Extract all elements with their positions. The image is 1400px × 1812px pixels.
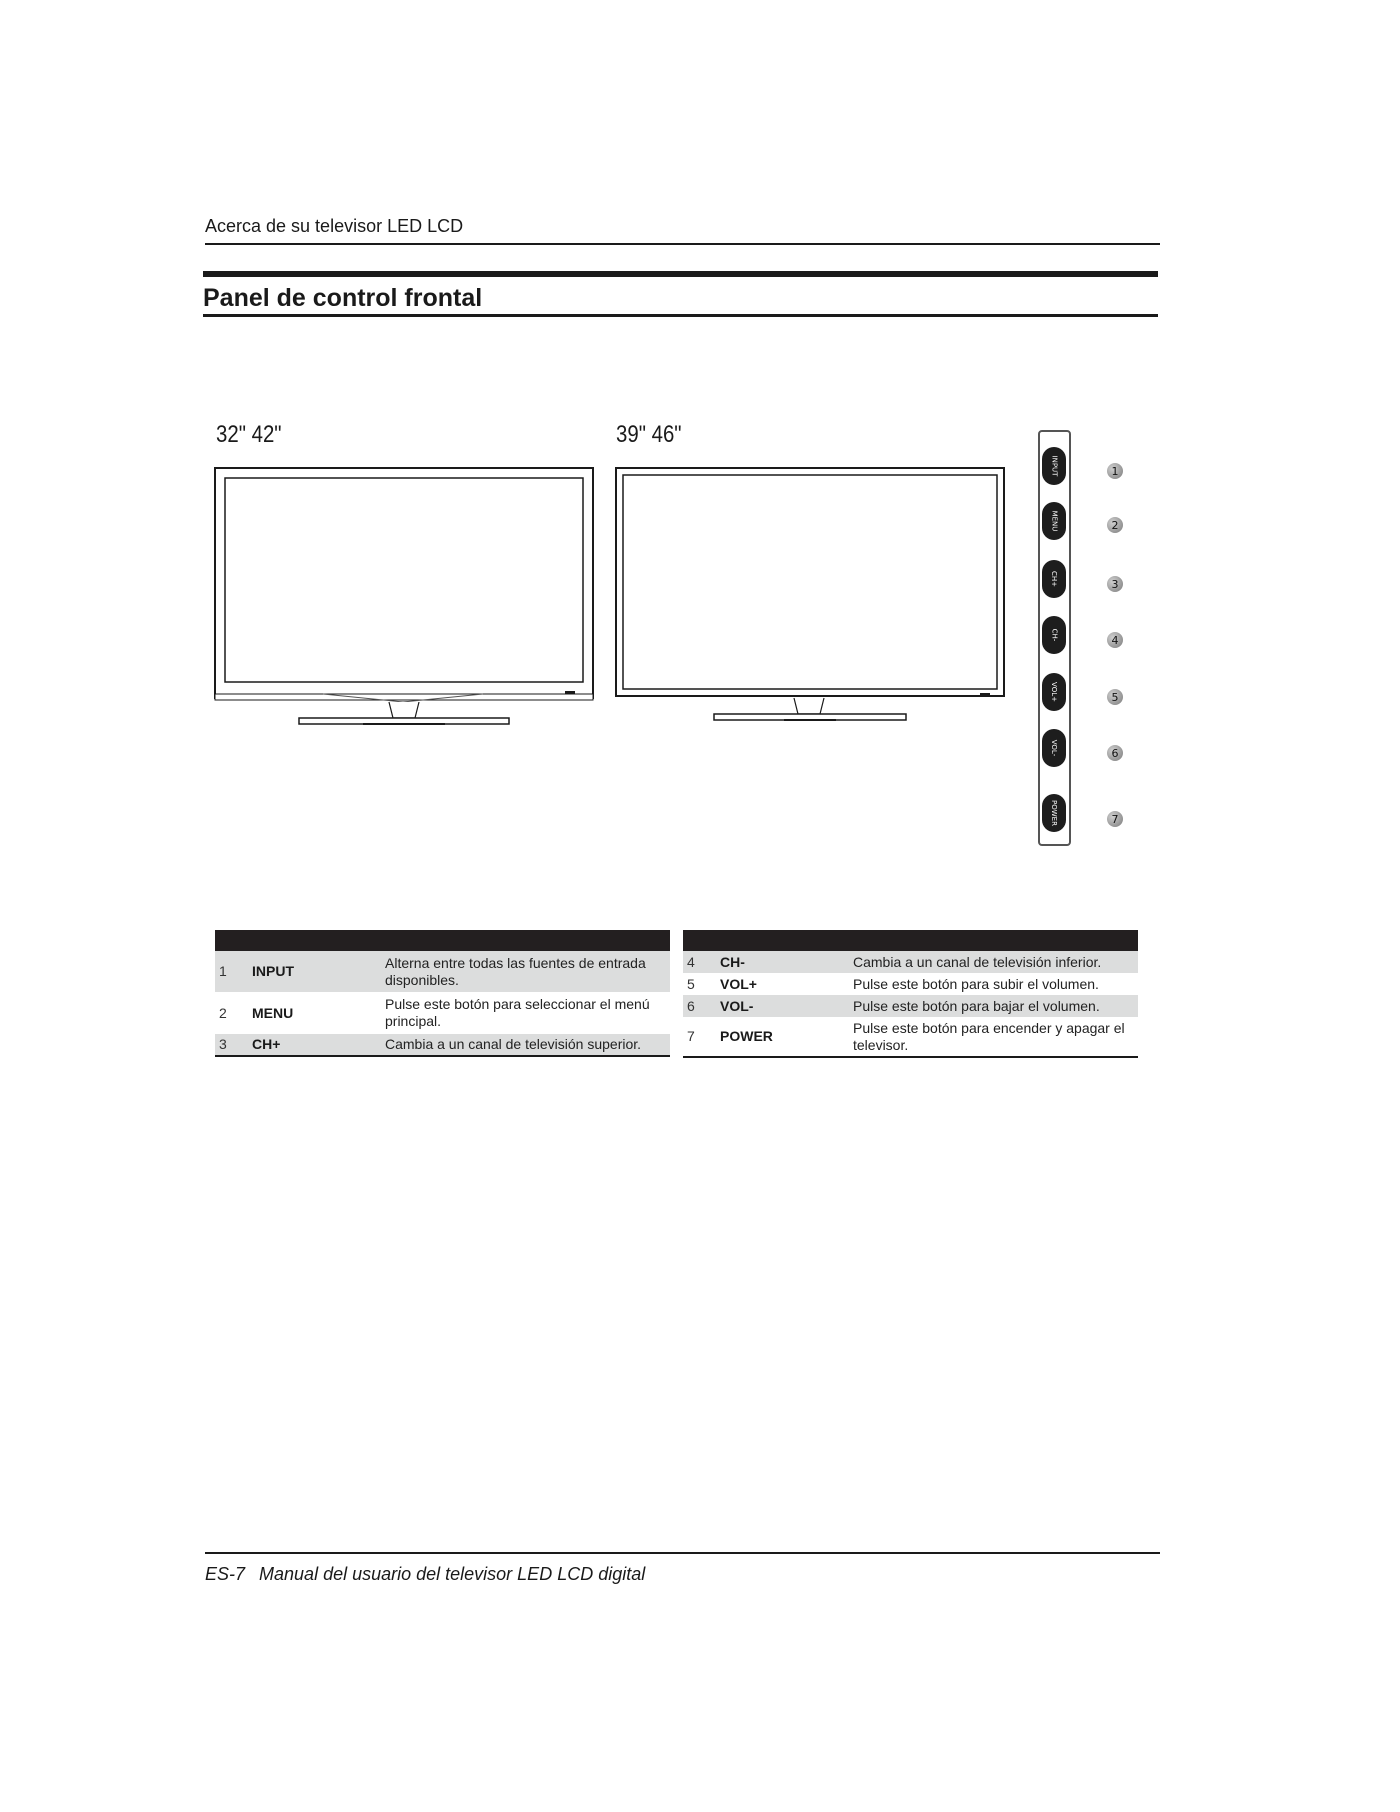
row-button-name: POWER: [716, 1017, 849, 1057]
ch-down-button[interactable]: [1042, 616, 1066, 654]
row-number: 5: [687, 975, 695, 992]
table-header-bar: [683, 930, 1138, 951]
callout-1: 1: [1107, 463, 1123, 479]
table-row: [215, 1034, 670, 1056]
control-panel-strip: [1038, 430, 1071, 846]
title-rule-bottom: [203, 314, 1158, 317]
row-number: 4: [683, 951, 716, 973]
title-rule-top: [203, 271, 1158, 277]
callout-5: 5: [1107, 689, 1123, 705]
tv-illustration-large: [614, 466, 1008, 730]
vol-up-button[interactable]: [1042, 673, 1066, 711]
row-button-name: INPUT: [248, 951, 381, 992]
power-button[interactable]: [1042, 794, 1066, 832]
size-label-small: 32" 42": [216, 421, 282, 448]
table-row: [683, 995, 1138, 1017]
input-button-label: INPUT: [1049, 455, 1058, 477]
row-description: Pulse este botón para subir el volumen.: [853, 975, 1099, 992]
row-number: 2: [219, 1004, 227, 1021]
row-description: Pulse este botón para bajar el volumen.: [849, 995, 1138, 1017]
section-title: Panel de control frontal: [203, 284, 483, 312]
callout-6: 6: [1107, 745, 1123, 761]
manual-title: Manual del usuario del televisor LED LCD digital: [259, 1564, 646, 1584]
table-row: [683, 973, 1138, 995]
callout-3: 3: [1107, 576, 1123, 592]
table-row: [215, 992, 670, 1034]
row-description: Cambia a un canal de televisión inferior.: [849, 951, 1138, 973]
row-number: 7: [683, 1017, 716, 1057]
page-number: ES-7: [205, 1564, 246, 1584]
ch-up-button[interactable]: [1042, 560, 1066, 598]
row-button-name: VOL-: [716, 995, 849, 1017]
row-description: Pulse este botón para seleccionar el menú principal.: [385, 996, 650, 1029]
callout-2: 2: [1107, 517, 1123, 533]
input-button[interactable]: [1042, 447, 1066, 485]
vol-up-button-label: VOL+: [1049, 682, 1058, 702]
table-header-bar: [215, 930, 670, 951]
row-description: Pulse este botón para encender y apagar el televisor.: [849, 1017, 1138, 1057]
tv-illustration-small: [213, 466, 597, 730]
header-rule: [205, 243, 1160, 245]
row-description: Cambia a un canal de televisión superior.: [381, 1034, 670, 1056]
power-button-label: POWER: [1050, 800, 1059, 826]
row-button-name: VOL+: [720, 975, 757, 992]
menu-button-label: MENU: [1049, 510, 1058, 532]
callout-4: 4: [1107, 632, 1123, 648]
ch-down-button-label: CH-: [1050, 628, 1058, 642]
row-button-name: CH-: [716, 951, 849, 973]
row-number: 3: [215, 1034, 248, 1056]
menu-button[interactable]: [1042, 502, 1066, 540]
table-row: [683, 951, 1138, 973]
row-button-name: MENU: [252, 1004, 294, 1021]
callout-7: 7: [1107, 811, 1123, 827]
ch-up-button-label: CH+: [1050, 570, 1058, 588]
table-row: [215, 951, 670, 992]
table-row: [683, 1017, 1138, 1057]
row-description: Alterna entre todas las fuentes de entrada disponibles.: [381, 951, 670, 992]
footer-rule: [205, 1552, 1160, 1554]
control-table-left: [215, 930, 670, 1057]
size-label-large: 39" 46": [616, 421, 682, 448]
row-button-name: CH+: [248, 1034, 381, 1056]
row-number: 6: [683, 995, 716, 1017]
control-table-right: [683, 930, 1138, 1058]
vol-down-button-label: VOL-: [1049, 739, 1058, 757]
vol-down-button[interactable]: [1042, 729, 1066, 767]
footer: [205, 1564, 645, 1585]
running-head: Acerca de su televisor LED LCD: [205, 216, 464, 236]
row-number: 1: [215, 951, 248, 992]
